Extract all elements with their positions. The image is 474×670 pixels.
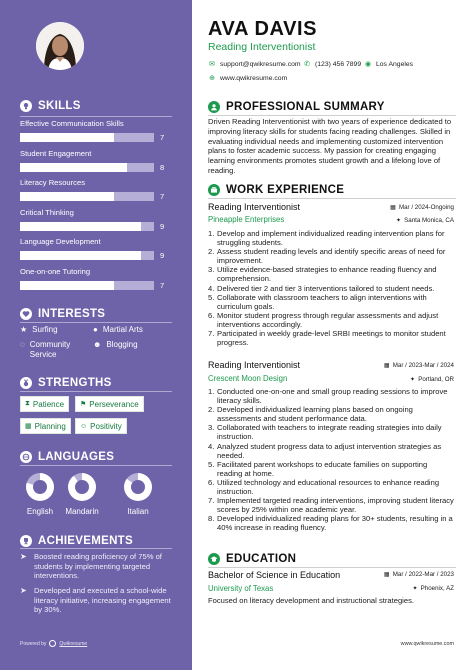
education-heading: EDUCATION [208, 553, 296, 565]
skill-item [20, 149, 176, 173]
school: University of Texas [208, 584, 274, 593]
interests-title: INTERESTS [38, 308, 106, 320]
strengths-heading [20, 377, 112, 389]
calendar-icon: ▦ [383, 362, 390, 369]
divider [20, 391, 172, 392]
languages-heading [20, 451, 114, 463]
bullet-item: 3. Collaborated with teachers to integrate reading strategies into daily instruction. [208, 423, 442, 442]
bullet-item: 5. Collaborate with classroom teachers to align interventions with curriculum goals. [208, 292, 427, 311]
education-dates: ▦ Mar / 2022-Mar / 2023 [383, 571, 454, 578]
education-detail: Focused on literacy development and instructional strategies. [208, 596, 414, 605]
achievements-heading [20, 535, 133, 547]
divider [20, 465, 172, 466]
skills-title: SKILLS [38, 100, 81, 112]
rocket-icon: ➤ [20, 552, 27, 561]
language-item [116, 473, 160, 516]
skill-bar [20, 251, 154, 260]
interest-item: ☻ Blogging [93, 340, 138, 349]
bullet-item: 3. Utilize evidence-based strategies to enhance reading fluency and comprehension. [208, 265, 437, 284]
calendar-icon: ▦ [383, 571, 390, 578]
bullet-item: 8. Developed individualized reading plans for 30+ students, resulting in a 40% increase in reading fluency. [208, 514, 453, 533]
medal-icon [20, 377, 32, 389]
skill-bar [20, 133, 154, 142]
skill-item [20, 267, 176, 291]
interest-item: ◌ Community Service [20, 340, 71, 359]
pin-icon: ✦ [410, 376, 416, 383]
summary-heading: PROFESSIONAL SUMMARY [208, 101, 385, 113]
skill-bar [20, 222, 154, 231]
skill-bar-fill [20, 251, 141, 260]
trophy-icon [20, 535, 32, 547]
job-bullets [208, 229, 454, 347]
skill-item [20, 208, 176, 232]
star-icon: ★ [20, 325, 28, 334]
skill-level: 7 [160, 280, 165, 290]
bullet-item: 7. Participated in weekly grade-level SRBI meetings to monitor student progress. [208, 329, 446, 348]
flag-icon: ⚑ [80, 401, 87, 408]
strength-badge: ☺ Positivity [75, 418, 127, 434]
skill-bar-fill [20, 163, 127, 172]
skill-name: Student Engagement [20, 148, 92, 158]
briefcase-icon [208, 184, 220, 196]
job-location: ✦ Santa Monica, CA [395, 217, 454, 224]
skills-heading [20, 100, 81, 112]
interest-item: ★ Surfing [20, 325, 58, 334]
language-icon [20, 451, 32, 463]
skill-level: 7 [160, 133, 165, 142]
bullet-item: 5. Facilitated parent workshops to educate families on supporting reading at home. [208, 459, 428, 478]
hourglass-icon: ⧗ [25, 400, 30, 407]
bullet-item: 6. Utilized technology and educational resources to enhance reading instruction. [208, 477, 440, 497]
skill-bar [20, 281, 154, 290]
skill-name: One-on-one Tutoring [20, 266, 91, 276]
bullet-item: 4. Analyzed student progress data to adjust intervention strategies as needed. [208, 441, 442, 460]
location: ◉ Los Angeles [364, 60, 414, 68]
achievement-item: ➤ Developed and executed a school-wide literacy initiative, increasing engagement by 30%. [20, 586, 171, 615]
language-name: Mandarin [65, 507, 99, 516]
job-title: Reading Interventionist [208, 360, 301, 370]
email[interactable]: ✉ support@qwikresume.com [209, 60, 301, 68]
chat-icon: ◌ [20, 340, 25, 349]
powered-by: Powered by Qwikresume [20, 640, 88, 647]
website[interactable]: ⊕ www.qwikresume.com [209, 74, 288, 82]
graduation-cap-icon [208, 553, 220, 565]
brand-link[interactable]: Qwikresume [59, 640, 88, 647]
globe-icon: ⊕ [209, 75, 215, 82]
job-bullets [208, 387, 454, 533]
experience-heading: WORK EXPERIENCE [208, 184, 344, 196]
qwikresume-logo-icon [49, 640, 56, 647]
calendar-icon: ▦ [25, 423, 32, 430]
skill-name: Language Development [20, 237, 101, 246]
smile-icon: ☺ [80, 422, 88, 430]
person-name: AVA DAVIS [208, 18, 318, 40]
divider [20, 548, 172, 549]
skill-bar-fill [20, 222, 141, 231]
skill-level: 8 [160, 162, 165, 172]
pin-icon: ✦ [395, 217, 402, 224]
job-title: Reading Interventionist [208, 202, 301, 212]
job-dates: ▦ Mar / 2024-Ongoing [390, 204, 454, 211]
divider [20, 322, 172, 323]
sidebar [0, 0, 192, 670]
bullet-item: 7. Implemented targeted reading interventions, improving student literacy scores by 25% within one academic year. [208, 496, 454, 515]
languages-title: LANGUAGES [38, 451, 115, 463]
bullet-item: 1. Develop and implement individualized reading intervention plans for struggling students. [208, 229, 445, 248]
strengths-title: STRENGTHS [38, 377, 112, 389]
summary-text: Driven Reading Interventionist with two years of experience dedicated to improving literacy skills for students facing reading challenges. Skilled in evaluating individual needs and implementing customized intervention plans to foster academic success. My passion for creating engaging learning environments promotes student growth and a lifelong love of reading. [208, 117, 452, 175]
skill-item [20, 237, 176, 261]
language-item [60, 473, 104, 516]
skill-level: 7 [160, 192, 165, 201]
skill-item [20, 178, 176, 202]
interests-heading [20, 308, 105, 320]
people-icon: ☻ [93, 340, 102, 349]
skill-name: Effective Communication Skills [20, 119, 124, 128]
achievements-title: ACHIEVEMENTS [38, 535, 133, 547]
footer-site[interactable]: www.qwikresume.com [400, 641, 454, 647]
language-ring [124, 473, 152, 501]
bullet-item: 2. Developed individualized learning plans based on ongoing assessments and student performance data. [208, 405, 413, 424]
bullet-item: 1. Conducted one-on-one and small group reading sessions to improve literacy skills. [208, 387, 448, 406]
skill-bar [20, 192, 154, 201]
skill-bar-fill [20, 133, 114, 142]
mail-icon: ✉ [209, 61, 215, 68]
bullet-item: 6. Monitor student progress through regular assessments and adjust interventions accordingly. [208, 310, 439, 329]
bullet-item: 2. Assess student reading levels and identify specific areas of need for improvement. [208, 247, 446, 266]
job-location: ✦ Portland, OR [410, 376, 454, 383]
pin-icon: ✦ [412, 585, 418, 592]
job-dates: ▦ Mar / 2023-Mar / 2024 [383, 362, 454, 369]
rocket-icon: ➤ [20, 586, 27, 595]
skill-name: Literacy Resources [20, 178, 85, 187]
job-company: Pineapple Enterprises [208, 215, 285, 224]
education-location: ✦ Phoenix, AZ [412, 585, 454, 592]
language-item [18, 473, 62, 516]
divider [208, 567, 456, 568]
divider [208, 115, 456, 116]
phone-icon: ✆ [304, 61, 310, 68]
interest-item: ● Martial Arts [93, 325, 143, 334]
globe-icon: ● [93, 325, 98, 334]
degree: Bachelor of Science in Education [208, 570, 341, 580]
skill-item [20, 119, 176, 143]
strength-badge: ⧗ Patience [20, 396, 69, 412]
job-company: Crescent Moon Design [208, 374, 288, 383]
strength-badge: ⚑ Perseverance [75, 396, 144, 412]
language-ring [68, 473, 96, 501]
skill-level: 9 [160, 221, 165, 231]
strength-badge: ▦ Planning [20, 418, 71, 434]
skill-bar [20, 163, 154, 172]
skill-bar-fill [20, 281, 114, 290]
main-content [192, 0, 474, 670]
lightbulb-icon [20, 100, 32, 112]
phone[interactable]: ✆ (123) 456 7899 [304, 60, 362, 68]
bullet-item: 4. Delivered tier 2 and tier 3 interventions tailored to student needs. [208, 283, 435, 293]
skill-bar-fill [20, 192, 114, 201]
heart-icon [20, 308, 32, 320]
person-role: Reading Interventionist [208, 41, 316, 53]
divider [20, 116, 172, 117]
location-pin-icon: ◉ [364, 61, 372, 68]
skill-name: Critical Thinking [20, 207, 74, 217]
language-name: English [26, 507, 54, 516]
user-icon [208, 101, 220, 113]
divider [208, 198, 456, 199]
skill-level: 9 [160, 251, 165, 260]
calendar-icon: ▦ [390, 204, 396, 211]
achievement-item: ➤ Boosted reading proficiency of 75% of students by implementing targeted interventions. [20, 552, 162, 581]
language-ring [26, 473, 54, 501]
profile-photo [36, 22, 84, 70]
language-name: Italian [127, 507, 149, 516]
